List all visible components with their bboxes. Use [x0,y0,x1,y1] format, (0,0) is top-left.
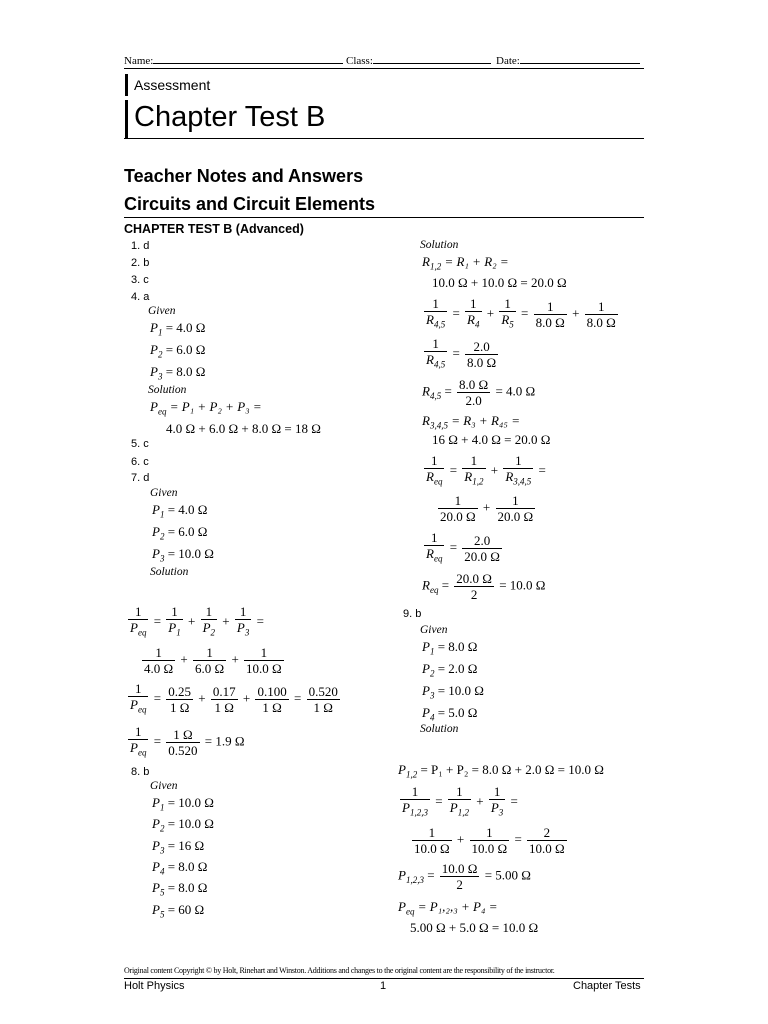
r345-eq: $R_{3,4,5} = R_3 + R_{45}$ = [422,413,520,431]
q8-given-3: $P_3 = 16$ Ω [152,838,205,856]
footer-rule [124,978,644,979]
q9-p12: $P_{1,2} = P_1 + P_2 = 8.0$ Ω + 2.0 Ω = 10.0 Ω [398,762,604,780]
q9-given-1: $P_1 = 8.0$ Ω [422,639,478,657]
q7-equation-2: $\frac{1}{4.0 \Omega}$ + $\frac{1}{6.0 \Omega}$ + $\frac{1}{10.0 \Omega}$ [144,645,282,676]
heading-rule [124,217,644,218]
req-eq-3: $\frac{1}{R_{eq}}$ = $\frac{2.0}{20.0 \Omega}$ [426,530,500,564]
q8-given-5: $P_5 = 8.0$ Ω [152,880,208,898]
date-field: Date: [496,53,640,67]
answer-6: 6. c [131,456,149,468]
title-rule [124,138,644,139]
q4-given-label: Given [148,305,176,317]
q4-peq: $P_{eq} = P_1 + P_2 + P_3$ = [150,399,262,417]
heading-teacher-notes: Teacher Notes and Answers [124,166,364,186]
class-field: Class: [346,53,491,67]
r45-eq-1: $\frac{1}{R_{4,5}}$ = $\frac{1}{R_4}$ + $\frac{1}{R_5}$ = $\frac{1}{8.0 \Omega}$ + $\frac{1}{8.0 \Omega}$ [426,296,616,330]
q8-given-1: $P_1 = 10.0$ Ω [152,795,214,813]
q9-peq-val: 5.00 Ω + 5.0 Ω = 10.0 Ω [410,920,539,935]
q7-given-3: $P_3 = 10.0$ Ω [152,546,214,564]
q9-eq-2: $\frac{1}{10.0 \Omega}$ + $\frac{1}{10.0 \Omega}$ = $\frac{2}{10.0 \Omega}$ [414,825,565,856]
q7-given-label: Given [150,487,178,499]
q9-given-3: $P_3 = 10.0$ Ω [422,683,484,701]
answer-1: 1. d [131,240,150,252]
q4-solution-label: Solution [148,384,187,396]
q7-equation-1: $\frac{1}{P_{eq}}$ = $\frac{1}{P_1}$ + $\frac{1}{P_2}$ + $\frac{1}{P_3}$ = [130,604,264,638]
q4-given-3: $P_3 = 8.0$ Ω [150,364,206,382]
section-bar [125,74,128,96]
q7-equation-4: $\frac{1}{P_{eq}}$ = $\frac{1 \Omega}{0.520}$ = 1.9 Ω [130,724,245,758]
q8-solution-label: Solution [420,239,459,251]
req-eq-1: $\frac{1}{R_{eq}}$ = $\frac{1}{R_{1,2}}$ + $\frac{1}{R_{3,4,5}}$ = [426,453,546,487]
heading-chapter-test: CHAPTER TEST B (Advanced) [124,222,304,236]
answer-8: 8. b [131,766,150,778]
q4-given-2: $P_2 = 6.0$ Ω [150,342,206,360]
q7-given-2: $P_2 = 6.0$ Ω [152,524,208,542]
q9-given-label: Given [420,624,448,636]
heading-circuits: Circuits and Circuit Elements [124,194,376,214]
name-field: Name: [124,53,343,67]
req-eq-2: $\frac{1}{20.0 \Omega}$ + $\frac{1}{20.0 \Omega}$ [440,493,534,524]
q8-given-4: $P_4 = 8.0$ Ω [152,859,208,877]
q8-given-label: Given [150,780,178,792]
q4-result: 4.0 Ω + 6.0 Ω + 8.0 Ω = 18 Ω [166,421,321,436]
page-number: 1 [380,980,387,992]
section-label: Assessment [134,77,211,93]
answer-2: 2. b [131,257,150,269]
q9-eq-1: $\frac{1}{P_{1,2,3}}$ = $\frac{1}{P_{1,2}}$ + $\frac{1}{P_3}$ = [402,784,518,818]
q7-equation-3: $\frac{1}{P_{eq}}$ = $\frac{0.25}{1 \Omega}$ + $\frac{0.17}{1 \Omega}$ + $\frac{0.100}{1 \Omega}$ = $\frac{0.520}{1 \Omega}$ [130,681,338,715]
footer-right: Chapter Tests [573,980,641,992]
r12-eq: $R_{1,2} = R_1 + R_2$ = [422,254,509,272]
q7-solution-label: Solution [150,566,189,578]
q9-eq-3: $P_{1,2,3}$ = $\frac{10.0 \Omega}{2}$ = 5.00 Ω [398,861,531,892]
q8-given-6: $P_5 = 60$ Ω [152,902,205,920]
header-rule [124,68,644,69]
r45-eq-3: $R_{4,5}$ = $\frac{8.0 \Omega}{2.0}$ = 4.0 Ω [422,377,536,408]
answer-4: 4. a [131,291,150,303]
answer-5: 5. c [131,438,149,450]
r12-val: 10.0 Ω + 10.0 Ω = 20.0 Ω [432,275,567,290]
q9-solution-label: Solution [420,723,459,735]
title-bar [125,100,128,138]
page-title: Chapter Test B [134,101,326,133]
q9-peq: $P_{eq} = P_1,_2,_3 + P_4$ = [398,899,498,917]
answer-7: 7. d [131,472,150,484]
answer-3: 3. c [131,274,149,286]
footer-left: Holt Physics [124,980,185,992]
q9-given-4: $P_4 = 5.0$ Ω [422,705,478,723]
q8-given-2: $P_2 = 10.0$ Ω [152,816,214,834]
q4-given-1: $P_1 = 4.0$ Ω [150,320,206,338]
answer-9: 9. b [403,608,422,620]
req-eq-4: $R_{eq}$ = $\frac{20.0 \Omega}{2}$ = 10.0 Ω [422,571,546,602]
q7-given-1: $P_1 = 4.0$ Ω [152,502,208,520]
r345-val: 16 Ω + 4.0 Ω = 20.0 Ω [432,432,551,447]
copyright-notice: Original content Copyright © by Holt, Rinehart and Winston. Additions and changes to the original content are the responsibility of the instructor. [124,966,555,975]
r45-eq-2: $\frac{1}{R_{4,5}}$ = $\frac{2.0}{8.0 \Omega}$ [426,336,497,370]
q9-given-2: $P_2 = 2.0$ Ω [422,661,478,679]
